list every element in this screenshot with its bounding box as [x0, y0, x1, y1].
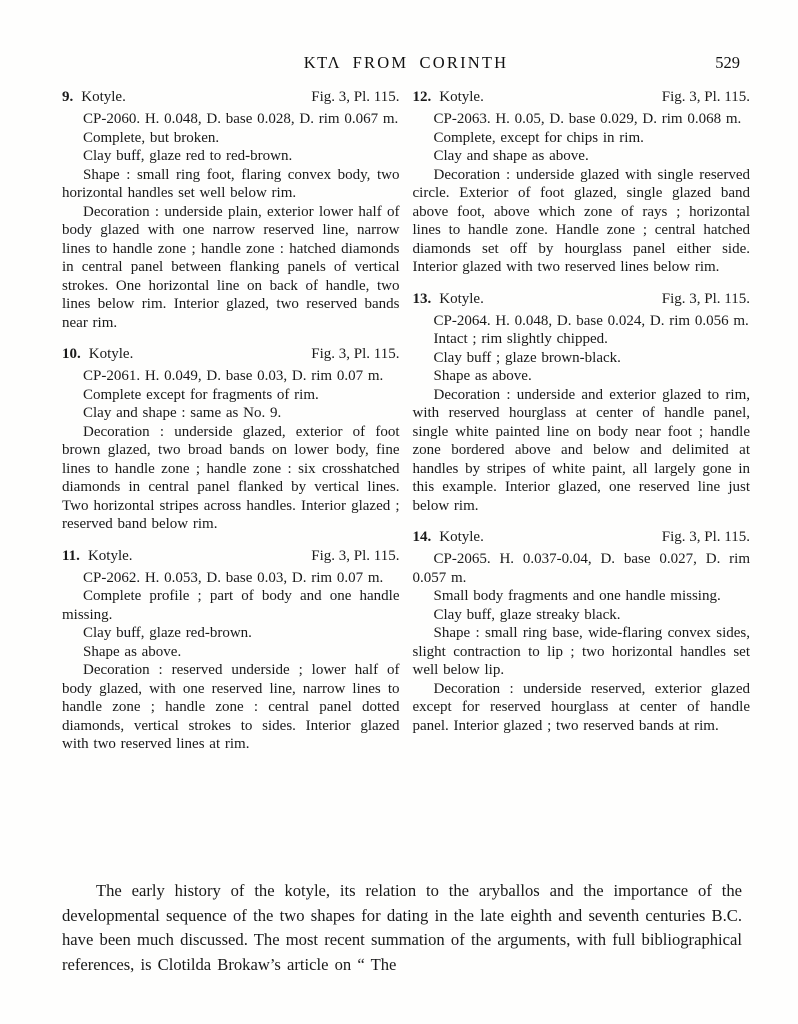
entry-paragraph: CP-2064. H. 0.048, D. base 0.024, D. rim 0.056 m.: [433, 312, 749, 329]
entry-title: Kotyle.: [439, 290, 484, 307]
entry-header: [413, 526, 751, 546]
entry-paragraph: Clay and shape as above.: [433, 148, 589, 164]
entry-paragraph: Decoration : underside glazed with single reserved circle. Exterior of foot glazed, single glazed band above foot, above which zone of rays ; horizontal lines to handle zone. Handle zone ; central hatched diamonds set off by hourglass panel either side. Interior glazed with two reserved lines below rim.: [412, 166, 750, 275]
entry-title: Kotyle.: [439, 89, 484, 105]
page-title: ΚΤΛ FROM CORINTH: [303, 53, 509, 72]
entry-paragraph: Decoration : underside reserved, exterior glazed except for reserved hourglass at center of handle panel. Interior glazed ; two reserved bands at rim.: [412, 680, 750, 734]
entry-paragraph: Shape as above.: [433, 368, 532, 384]
catalog-entry: [413, 86, 751, 277]
entry-header: [62, 343, 400, 363]
entry-paragraph: Intact ; rim slightly chipped.: [433, 331, 608, 347]
entry-title: Kotyle.: [88, 346, 134, 362]
entry-header-left: [413, 529, 484, 546]
entry-header-left: [62, 89, 126, 106]
closing-paragraph-container: [62, 879, 742, 977]
closing-paragraph: The early history of the kotyle, its relation to the aryballos and the importance of the developmental sequence of the two shapes for dating in the late eighth and seventh centuries B.C. have been much discussed. The most recent summation of the arguments, with full bibliographical references, is Clotilda Brokaw’s article on “ The: [62, 881, 742, 974]
entry-paragraph: Clay buff ; glaze brown-black.: [433, 349, 621, 366]
entry-paragraph: CP-2065. H. 0.037-0.04, D. base 0.027, D. rim 0.057 m.: [412, 551, 750, 586]
entry-paragraph: Complete, except for chips in rim.: [433, 129, 644, 146]
catalog-entry: [62, 343, 400, 534]
catalog-column-right: [413, 86, 751, 754]
running-head: [62, 53, 750, 75]
page-number: 529: [715, 53, 740, 72]
entry-paragraph: Decoration : reserved underside ; lower half of body glazed, with one reserved line, narrow lines to handle zone ; handle zone : central panel dotted diamonds, vertical strokes to sides. Interior glazed with two reserved lines at rim.: [62, 662, 400, 752]
entry-number: 9.: [62, 89, 74, 105]
entry-paragraph: Decoration : underside and exterior glazed to rim, with reserved hourglass at center of handle panel, single white painted line on body near foot ; handle zone bordered above and below and delimited at handles by stripes of white paint, all largely gone in this example. Interior glazed, one reserved line just below rim.: [412, 386, 750, 514]
catalog-entry: [62, 545, 400, 754]
catalog-entry: [62, 86, 400, 332]
entry-paragraph: CP-2062. H. 0.053, D. base 0.03, D. rim 0.07 m.: [83, 569, 384, 586]
entry-paragraph: CP-2061. H. 0.049, D. base 0.03, D. rim 0.07 m.: [83, 368, 384, 384]
entry-paragraph: Shape : small ring foot, flaring convex body, two horizontal handles set well below rim.: [62, 166, 400, 201]
entry-paragraph: Clay buff, glaze red to red-brown.: [83, 148, 293, 164]
entry-figure-ref: Fig. 3, Pl. 115.: [661, 89, 750, 105]
entry-paragraph: CP-2060. H. 0.048, D. base 0.028, D. rim 0.067 m.: [83, 111, 399, 127]
entry-figure-ref: Fig. 3, Pl. 115.: [661, 290, 750, 307]
entry-figure-ref: Fig. 3, Pl. 115.: [311, 89, 400, 105]
entry-header: [62, 86, 400, 106]
entry-paragraph: Clay buff, glaze streaky black.: [433, 606, 621, 623]
catalog-entry: [413, 288, 751, 516]
entry-header-left: [62, 346, 133, 363]
entry-number: 13.: [412, 290, 432, 307]
entry-header-left: [413, 89, 484, 106]
entry-paragraph: CP-2063. H. 0.05, D. base 0.029, D. rim 0.068 m.: [433, 111, 742, 127]
entry-title: Kotyle.: [439, 529, 484, 545]
entry-figure-ref: Fig. 3, Pl. 115.: [311, 547, 400, 564]
entry-paragraph: Shape : small ring base, wide-flaring convex sides, slight contraction to lip ; two horizontal handles set well below lip.: [412, 625, 750, 678]
entry-paragraph: Complete, but broken.: [83, 129, 220, 146]
entry-paragraph: Decoration : underside glazed, exterior of foot brown glazed, two broad bands on lower body, fine lines to handle zone ; handle zone : six crosshatched diamonds in central panel flanked by vertical lines. Two horizontal stripes across handles. Interior glazed ; reserved band below rim.: [62, 423, 400, 532]
entry-title: Kotyle.: [81, 89, 126, 105]
entry-header: [62, 545, 400, 565]
entry-number: 11.: [62, 547, 80, 564]
entry-paragraph: Small body fragments and one handle missing.: [433, 588, 721, 604]
catalog-entry: [413, 526, 751, 735]
catalog-column-left: [62, 86, 400, 754]
entry-paragraph: Complete except for fragments of rim.: [83, 386, 319, 403]
entry-paragraph: Decoration : underside plain, exterior lower half of body glazed with one narrow reserved line, narrow lines to handle zone ; handle zone : hatched diamonds in central panel between flanking panels of vertical strokes. One horizontal line on back of handle, two lines below rim. Interior glazed, two reserved bands near rim.: [62, 203, 400, 331]
entry-figure-ref: Fig. 3, Pl. 115.: [311, 346, 400, 362]
catalog-columns: [62, 86, 750, 754]
entry-number: 12.: [412, 89, 432, 105]
entry-number: 10.: [62, 346, 81, 362]
entry-number: 14.: [412, 529, 432, 545]
entry-header: [413, 86, 751, 106]
entry-paragraph: Complete profile ; part of body and one handle missing.: [62, 588, 400, 623]
entry-figure-ref: Fig. 3, Pl. 115.: [661, 529, 750, 545]
entry-header: [413, 288, 751, 308]
entry-paragraph: Clay buff, glaze red-brown.: [83, 625, 252, 641]
entry-title: Kotyle.: [87, 547, 133, 564]
entry-paragraph: Clay and shape : same as No. 9.: [83, 405, 282, 421]
entry-paragraph: Shape as above.: [83, 643, 182, 660]
entry-header-left: [62, 548, 133, 565]
entry-header-left: [413, 291, 484, 308]
